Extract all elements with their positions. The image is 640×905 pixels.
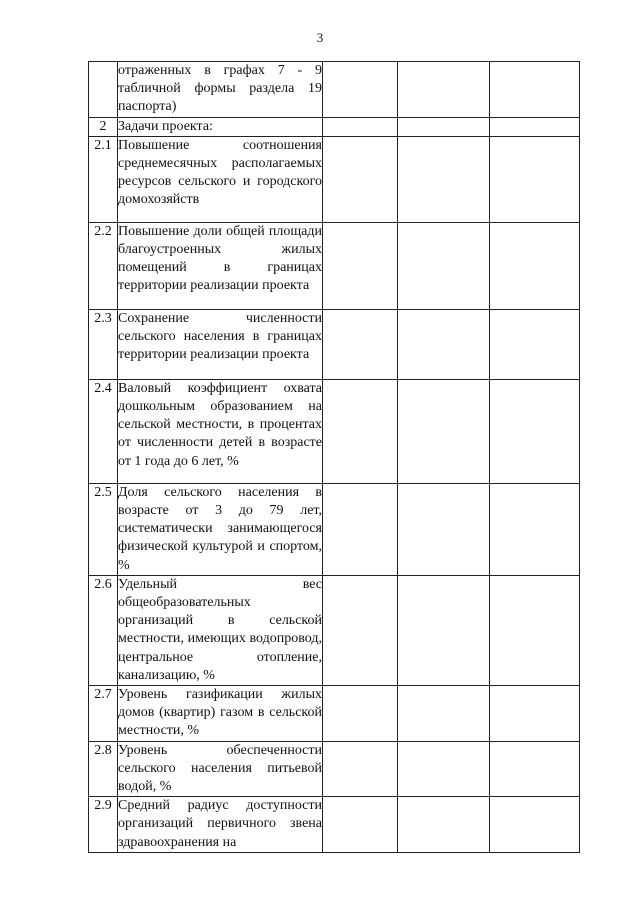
row-description: Доля сельского населения в возрасте от 3 до 79 лет, систематически занимающегося физической культурой и спортом, % xyxy=(118,483,323,575)
table-cell-empty xyxy=(398,686,490,742)
table-cell-empty xyxy=(490,136,580,222)
table-cell-empty xyxy=(490,575,580,685)
table-cell-empty xyxy=(323,797,398,853)
row-number: 2.6 xyxy=(89,575,118,685)
table-cell-empty xyxy=(323,483,398,575)
row-number xyxy=(89,62,118,118)
row-number: 2.9 xyxy=(89,797,118,853)
table-row xyxy=(89,62,580,118)
row-description: Задачи проекта: xyxy=(118,117,323,136)
table-cell-empty xyxy=(398,117,490,136)
table-cell-empty xyxy=(323,309,398,379)
table-cell-empty xyxy=(490,222,580,309)
table-row xyxy=(89,222,580,309)
row-number: 2.1 xyxy=(89,136,118,222)
table-cell-empty xyxy=(398,379,490,483)
table-cell-empty xyxy=(490,117,580,136)
row-number: 2.3 xyxy=(89,309,118,379)
table-cell-empty xyxy=(323,575,398,685)
table-cell-empty xyxy=(398,741,490,797)
table-cell-empty xyxy=(490,62,580,118)
table-cell-empty xyxy=(323,379,398,483)
table-row xyxy=(89,309,580,379)
table-cell-empty xyxy=(398,483,490,575)
table-cell-empty xyxy=(490,797,580,853)
table-cell-empty xyxy=(398,309,490,379)
row-number: 2.7 xyxy=(89,686,118,742)
row-number: 2.8 xyxy=(89,741,118,797)
row-description: Повышение соотношения среднемесячных располагаемых ресурсов сельского и городского домохозяйств xyxy=(118,136,323,222)
table-cell-empty xyxy=(323,686,398,742)
table-row xyxy=(89,136,580,222)
row-description: Валовый коэффициент охвата дошкольным образованием на сельской местности, в процентах от численности детей в возрасте от 1 года до 6 лет, % xyxy=(118,379,323,483)
row-description: Удельный вес общеобразовательных организаций в сельской местности, имеющих водопровод, центральное отопление, канализацию, % xyxy=(118,575,323,685)
row-description: Сохранение численности сельского населения в границах территории реализации проекта xyxy=(118,309,323,379)
indicators-table xyxy=(88,61,580,853)
row-number: 2.5 xyxy=(89,483,118,575)
table-cell-empty xyxy=(490,309,580,379)
row-description: Уровень газификации жилых домов (квартир) газом в сельской местности, % xyxy=(118,686,323,742)
table-row xyxy=(89,741,580,797)
table-cell-empty xyxy=(323,222,398,309)
table-cell-empty xyxy=(398,222,490,309)
table-row xyxy=(89,483,580,575)
table-cell-empty xyxy=(323,117,398,136)
row-number: 2.4 xyxy=(89,379,118,483)
row-number: 2.2 xyxy=(89,222,118,309)
table-row xyxy=(89,379,580,483)
row-description: Повышение доли общей площади благоустроенных жилых помещений в границах территории реализации проекта xyxy=(118,222,323,309)
row-number: 2 xyxy=(89,117,118,136)
table-cell-empty xyxy=(398,62,490,118)
table-row xyxy=(89,797,580,853)
row-description: Уровень обеспеченности сельского населения питьевой водой, % xyxy=(118,741,323,797)
table-row xyxy=(89,575,580,685)
table-row xyxy=(89,117,580,136)
table-cell-empty xyxy=(490,741,580,797)
table-cell-empty xyxy=(323,62,398,118)
row-description: Средний радиус доступности организаций первичного звена здравоохранения на xyxy=(118,797,323,853)
table-cell-empty xyxy=(490,483,580,575)
table-cell-empty xyxy=(490,379,580,483)
page-number: 3 xyxy=(316,30,324,45)
table-cell-empty xyxy=(398,136,490,222)
row-description: отраженных в графах 7 - 9 табличной формы раздела 19 паспорта) xyxy=(118,62,323,118)
table-cell-empty xyxy=(323,136,398,222)
table-cell-empty xyxy=(398,575,490,685)
table-cell-empty xyxy=(398,797,490,853)
table-cell-empty xyxy=(323,741,398,797)
table-cell-empty xyxy=(490,686,580,742)
table-row xyxy=(89,686,580,742)
